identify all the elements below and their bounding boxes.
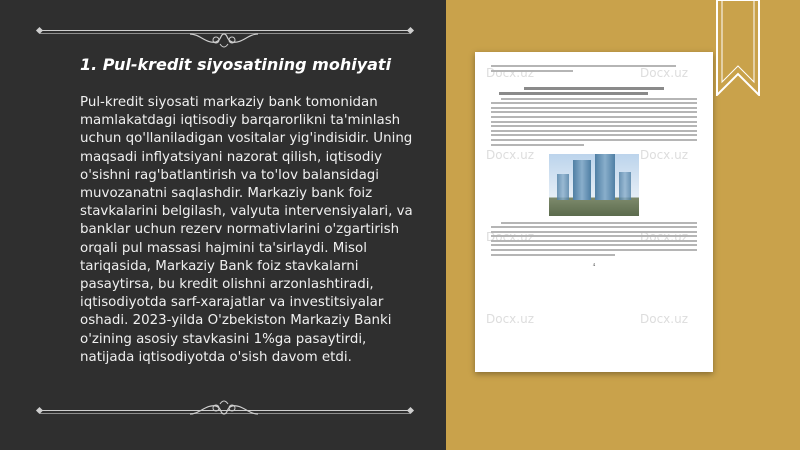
watermark: Docx.uz (486, 230, 534, 244)
watermark: Docx.uz (486, 66, 534, 80)
top-flourish-icon (186, 30, 262, 52)
watermark: Docx.uz (640, 230, 688, 244)
bottom-flourish-icon (186, 396, 262, 418)
watermark: Docx.uz (640, 148, 688, 162)
building-photo (549, 154, 639, 216)
watermark: Docx.uz (486, 148, 534, 162)
doc-heading-lines (491, 87, 697, 94)
watermark: Docx.uz (640, 312, 688, 326)
doc-page-number: 4 (592, 261, 596, 267)
slide-body-text: Pul-kredit siyosati markaziy bank tomonidan mamlakatdagi iqtisodiy barqarorlikni ta'minlash uchun qo'llaniladigan vositalar yig'indisidir. Uning maqsadi inflyatsiyani nazorat qilish, iqtisodiy o'sishni rag'batlantirish va to'lov balansidagi muvozanatni saqlashdir. Markaziy bank foiz stavkalarini belgilash, valyuta intervensiyalari, va banklar uchun rezerv normativlarini o'zgartirish orqali pul massasi hajmini ta'sirlaydi. Misol tariqasida, Markaziy Bank foiz stavkalarni pasaytirsa, bu kredit olishni arzonlashtiradi, iqtisodiyotda sarf-xarajatlar va investitsiyalar oshadi. 2023-yilda O'zbekiston Markaziy Banki o'zining asosiy stavkasini 1%ga pasaytirdi, natijada iqtisodiyotda o'sish davom etdi. (80, 95, 413, 365)
watermark: Docx.uz (640, 66, 688, 80)
doc-paragraph-1 (491, 98, 697, 146)
bookmark-ribbon-icon (716, 0, 760, 96)
slide-title: 1. Pul-kredit siyosatining mohiyati (80, 55, 392, 74)
watermark: Docx.uz (486, 312, 534, 326)
